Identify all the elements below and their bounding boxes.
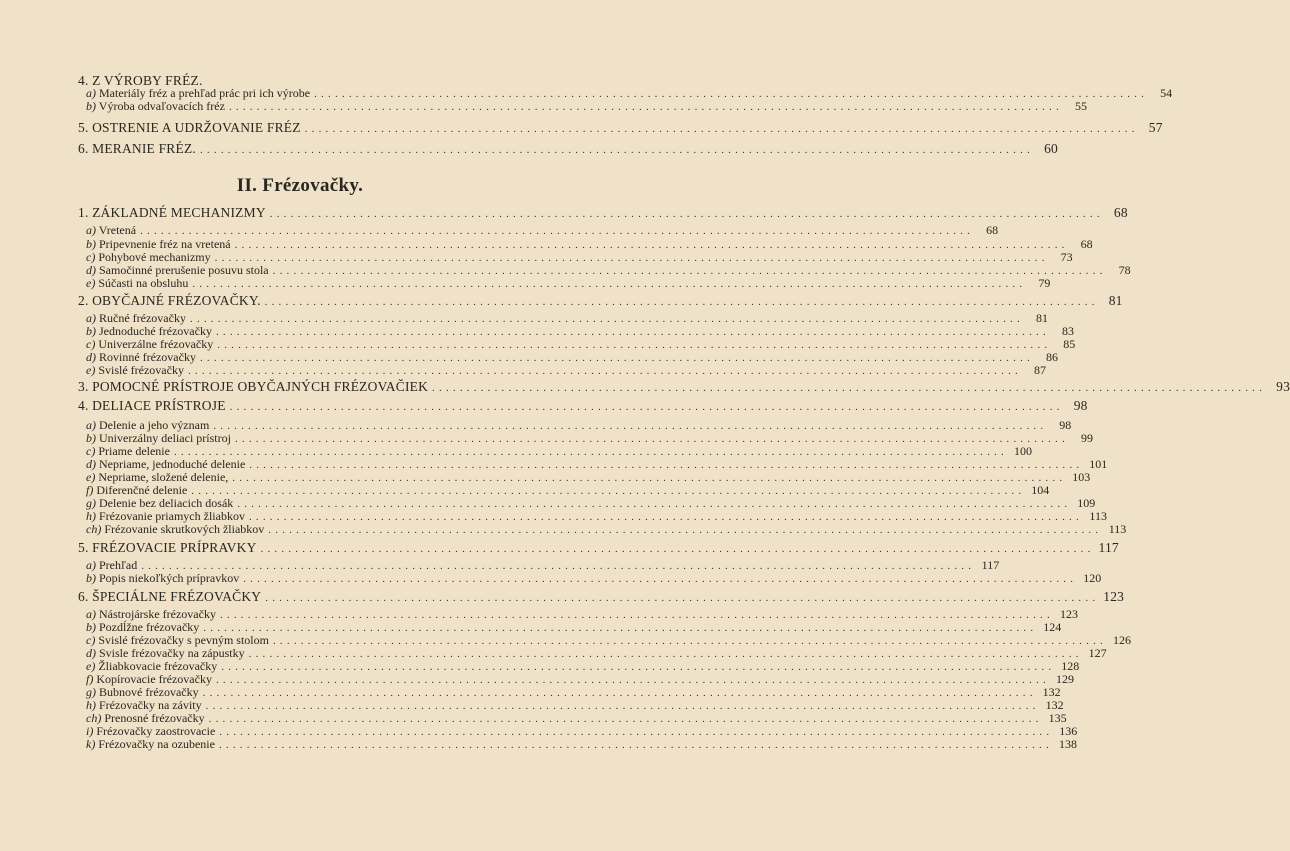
toc-entry-number: a) [86,311,96,325]
toc-entry-number: f) [86,672,94,686]
toc-subsection-entry [86,496,1096,510]
toc-entry-number: 6. [78,589,89,604]
toc-section-entry [78,589,1125,604]
toc-entry-label [86,431,231,445]
toc-subsection-entry [86,237,1093,251]
dot-leader: ........................................................................................................................ [141,560,976,572]
toc-page-number: 132 [1045,698,1064,712]
toc-entry-title: Z VÝROBY FRÉZ. [92,73,203,88]
toc-entry-number: ch) [86,522,102,536]
toc-entry-number: b) [86,620,96,634]
toc-page-number: 113 [1089,509,1107,523]
toc-entry-number: 5. [78,540,89,555]
toc-subsection-entry [86,659,1080,673]
toc-subsection-entry [86,86,1173,100]
dot-leader: ........................................................................................................................ [214,252,1049,264]
toc-section-entry [78,379,1290,394]
toc-subsection-entry [86,223,999,237]
dot-leader: ........................................................................................................................ [202,687,1037,699]
toc-subsection-entry [86,418,1072,432]
toc-entry-number: 4. [78,398,89,413]
toc-entry-number: c) [86,633,96,647]
toc-entry-label [86,607,216,621]
toc-entry-label [86,457,245,471]
toc-entry-number: 6. [78,141,89,156]
toc-section-entry [78,205,1128,220]
toc-entry-label [86,363,184,377]
toc-subsection-entry [86,698,1064,712]
dot-leader: ........................................................................................................................ [260,543,1095,555]
toc-subsection-entry [86,571,1102,585]
toc-subsection-entry [86,522,1127,536]
toc-entry-title: Frézovanie skrutkových žliabkov [104,522,265,536]
toc-page-number: 132 [1042,685,1061,699]
toc-page-number: 123 [1103,589,1125,604]
toc-entry-label [86,250,211,264]
dot-leader: ........................................................................................................................ [219,726,1054,738]
toc-entry-label [78,142,196,156]
toc-section-entry [78,293,1123,308]
toc-entry-title: Rovinné frézovačky [99,350,196,364]
toc-page-number: 99 [1080,431,1093,445]
toc-entry-label [86,620,199,634]
toc-entry-number: e) [86,276,96,290]
toc-entry-label [78,121,301,135]
toc-entry-title: Výroba odvaľovacích fréz [98,99,225,113]
toc-section-entry [78,120,1163,135]
toc-page-number: 68 [1080,237,1093,251]
toc-section-entry [78,540,1119,555]
dot-leader: ........................................................................................................................ [215,674,1050,686]
toc-entry-label [86,509,245,523]
dot-leader: ........................................................................................................................ [432,382,1267,394]
toc-page-number: 101 [1089,457,1108,471]
toc-entry-title: Žliabkovacie frézovačky [98,659,218,673]
toc-subsection-entry [86,263,1131,277]
toc-entry-label [86,633,269,647]
toc-entry-number: 1. [78,205,89,220]
toc-entry-title: Prehľad [99,558,138,572]
dot-leader: ........................................................................................................................ [140,225,975,237]
toc-entry-number: e) [86,363,96,377]
dot-leader: ........................................................................................................................ [269,208,1104,220]
toc-entry-number: b) [86,324,96,338]
toc-subsection-entry [86,607,1078,621]
toc-subsection-entry [86,457,1108,471]
toc-page-number: 117 [1098,540,1119,555]
toc-entry-label [86,737,215,751]
toc-entry-label [86,698,202,712]
dot-leader: ........................................................................................................................ [314,88,1149,100]
toc-page-number: 104 [1031,483,1050,497]
toc-entry-label [78,590,261,604]
toc-entry-number: 3. [78,379,89,394]
toc-entry-label [86,444,170,458]
toc-entry-title: Súčasti na obsluhu [98,276,189,290]
toc-entry-label [86,470,228,484]
toc-entry-number: e) [86,659,96,673]
toc-entry-label [86,711,205,725]
toc-entry-title: Bubnové frézovačky [99,685,199,699]
toc-page-number: 54 [1160,86,1173,100]
toc-page-number: 120 [1083,571,1102,585]
toc-subsection-entry [86,250,1073,264]
dot-leader: ........................................................................................................................ [229,401,1064,413]
toc-entry-title: ŠPECIÁLNE FRÉZOVAČKY [92,589,262,604]
toc-page-number: 123 [1059,607,1078,621]
toc-entry-number: i) [86,724,94,738]
toc-page-number: 138 [1058,737,1077,751]
toc-entry-number: 5. [78,120,89,135]
toc-entry-title: ZÁKLADNÉ MECHANIZMY [92,205,266,220]
dot-leader: ........................................................................................................................ [249,459,1084,471]
dot-leader: ........................................................................................................................ [203,622,1038,634]
dot-leader: ........................................................................................................................ [217,339,1052,351]
toc-page-number: 129 [1055,672,1074,686]
toc-entry-title: Frézovanie priamych žliabkov [99,509,245,523]
toc-entry-label [86,237,231,251]
toc-page-number: 68 [1113,205,1128,220]
toc-entry-number: b) [86,237,96,251]
toc-entry-number: d) [86,646,96,660]
toc-entry-number: h) [86,509,96,523]
toc-entry-label [86,522,264,536]
toc-subsection-entry [86,470,1091,484]
dot-leader: ........................................................................................................................ [219,609,1054,621]
dot-leader: ........................................................................................................................ [264,296,1099,308]
dot-leader: ........................................................................................................................ [199,144,1034,156]
toc-entry-number: c) [86,250,96,264]
toc-page-number: 136 [1059,724,1078,738]
toc-entry-label [86,86,310,100]
toc-entry-title: Delenie bez deliacich dosák [99,496,234,510]
toc-entry-label [86,571,239,585]
dot-leader: ........................................................................................................................ [187,365,1022,377]
toc-entry-title: Diferenčné delenie [96,483,188,497]
dot-leader: ........................................................................................................................ [265,592,1100,604]
toc-page-number: 79 [1038,276,1051,290]
toc-subsection-entry [86,337,1076,351]
toc-entry-title: Svislé frézovačky s pevným stolom [98,633,269,647]
dot-leader: ........................................................................................................................ [272,265,1107,277]
toc-entry-title: Jednoduché frézovačky [99,324,212,338]
toc-entry-number: b) [86,99,96,113]
toc-subsection-entry [86,672,1074,686]
toc-page-number: 85 [1063,337,1076,351]
toc-entry-title: DELIACE PRÍSTROJE [92,398,226,413]
toc-entry-label [86,263,269,277]
dot-leader: ........................................................................................................................ [173,446,1008,458]
toc-page-number: 68 [986,223,999,237]
toc-entry-title: Svisle frézovačky na zápustky [99,646,245,660]
toc-subsection-entry [86,509,1107,523]
toc-page-number: 81 [1108,293,1123,308]
toc-entry-title: Frézovačky zaostrovacie [96,724,216,738]
toc-subsection-entry [86,558,1000,572]
toc-entry-title: Nepriame, složené delenie, [98,470,229,484]
dot-leader: ........................................................................................................................ [199,352,1034,364]
toc-subsection-entry [86,711,1067,725]
toc-entry-number: h) [86,698,96,712]
toc-entry-label [86,724,215,738]
toc-entry-label [86,483,187,497]
toc-subsection-entry [86,276,1051,290]
dot-leader: ........................................................................................................................ [232,472,1067,484]
toc-entry-label [86,276,188,290]
toc-subsection-entry [86,646,1107,660]
toc-entry-number: d) [86,350,96,364]
toc-entry-label [86,337,213,351]
toc-section-entry [78,398,1088,413]
toc-entry-title: POMOCNÉ PRÍSTROJE OBYČAJNÝCH FRÉZOVAČIEK [92,379,429,394]
toc-entry-title: Svislé frézovačky [98,363,184,377]
toc-entry-label [78,380,428,394]
toc-page-number: 126 [1112,633,1131,647]
toc-entry-number: a) [86,558,96,572]
toc-entry-number: e) [86,470,96,484]
toc-entry-number: a) [86,607,96,621]
toc-subsection-entry [86,737,1077,751]
toc-entry-label [86,659,217,673]
toc-entry-number: 2. [78,293,89,308]
toc-subsection-entry [86,350,1058,364]
toc-page-number: 57 [1148,120,1163,135]
toc-entry-label [86,672,212,686]
dot-leader: ........................................................................................................................ [248,648,1083,660]
toc-entry-title: Priame delenie [98,444,170,458]
toc-entry-label [78,541,257,555]
toc-entry-label [86,350,196,364]
toc-entry-label [86,558,137,572]
toc-entry-title: Delenie a jeho význam [99,418,210,432]
toc-page-number: 98 [1059,418,1072,432]
toc-page-number: 124 [1043,620,1062,634]
dot-leader: ........................................................................................................................ [272,635,1107,647]
toc-subsection-entry [86,633,1131,647]
toc-subsection-entry [86,99,1087,113]
toc-entry-title: Pozdĺžne frézovačky [99,620,200,634]
toc-entry-title: Prenosné frézovačky [104,711,205,725]
toc-page-number: 113 [1108,522,1127,536]
toc-subsection-entry [86,311,1048,325]
toc-subsection-entry [86,363,1046,377]
toc-entry-title: MERANIE FRÉZ. [92,141,196,156]
dot-leader: ........................................................................................................................ [237,498,1072,510]
dot-leader: ........................................................................................................................ [191,485,1026,497]
toc-subsection-entry [86,444,1032,458]
toc-entry-title: Frézovačky na závity [99,698,202,712]
toc-entry-number: c) [86,444,96,458]
toc-entry-number: d) [86,457,96,471]
dot-leader: ........................................................................................................................ [208,713,1043,725]
toc-entry-number: g) [86,685,96,699]
toc-entry-number: a) [86,86,96,100]
toc-entry-title: Kopírovacie frézovačky [96,672,212,686]
toc-entry-title: Nepriame, jednoduché delenie [99,457,246,471]
toc-subsection-entry [86,483,1050,497]
toc-entry-label [86,496,233,510]
toc-section-entry [78,141,1058,156]
dot-leader: ........................................................................................................................ [213,420,1048,432]
toc-entry-title: OBYČAJNÉ FRÉZOVAČKY. [92,293,261,308]
dot-leader: ........................................................................................................................ [192,278,1027,290]
toc-entry-number: a) [86,223,96,237]
toc-entry-number: c) [86,337,96,351]
toc-page-number: 117 [981,558,1000,572]
toc-page-number: 103 [1072,470,1091,484]
dot-leader: ........................................................................................................................ [304,123,1139,135]
dot-leader: ........................................................................................................................ [268,524,1103,536]
toc-entry-label [86,685,199,699]
toc-page-number: 81 [1035,311,1048,325]
toc-entry-title: Materiály fréz a prehľad prác pri ich výrobe [99,86,311,100]
dot-leader: ........................................................................................................................ [243,573,1078,585]
toc-subsection-entry [86,431,1093,445]
toc-page-number: 127 [1088,646,1107,660]
toc-subsection-entry [86,685,1061,699]
toc-subsection-entry [86,724,1078,738]
toc-entry-title: Nástrojárske frézovačky [99,607,216,621]
toc-entry-title: Frézovačky na ozubenie [98,737,215,751]
toc-page-number: 73 [1060,250,1073,264]
toc-entry-title: Popis niekoľkých prípravkov [99,571,240,585]
toc-page-number: 83 [1061,324,1074,338]
toc-entry-title: FRÉZOVACIE PRÍPRAVKY [92,540,257,555]
toc-entry-title: Pohybové mechanizmy [98,250,211,264]
toc-entry-number: f) [86,483,94,497]
toc-entry-label [78,206,266,220]
toc-entry-number: b) [86,431,96,445]
toc-entry-title: Samočinné prerušenie posuvu stola [99,263,269,277]
toc-entry-number: 4. [78,73,89,88]
dot-leader: ........................................................................................................................ [205,700,1040,712]
dot-leader: ........................................................................................................................ [218,739,1053,751]
toc-page-number: 98 [1073,398,1088,413]
toc-page-number: 109 [1077,496,1096,510]
toc-page-number: 135 [1048,711,1067,725]
toc-page-number: 100 [1013,444,1032,458]
toc-entry-label [78,399,226,413]
toc-page-number: 86 [1045,350,1058,364]
toc-page-number: 128 [1061,659,1080,673]
dot-leader: ........................................................................................................................ [234,433,1069,445]
toc-subsection-entry [86,620,1062,634]
toc-entry-label [86,311,186,325]
toc-entry-title: Vretená [98,223,137,237]
toc-entry-number: ch) [86,711,102,725]
dot-leader: ........................................................................................................................ [248,511,1083,523]
toc-entry-label [86,418,209,432]
toc-entry-title: OSTRENIE A UDRŽOVANIE FRÉZ [92,120,301,135]
toc-entry-number: b) [86,571,96,585]
toc-page-number: 60 [1044,141,1058,156]
dot-leader: ........................................................................................................................ [221,661,1056,673]
toc-entry-number: a) [86,418,96,432]
toc-entry-title: Univerzálny deliaci prístroj [99,431,231,445]
toc-entry-label [78,294,261,308]
toc-entry-title: Pripevnenie fréz na vretená [99,237,231,251]
toc-entry-number: k) [86,737,96,751]
toc-entry-label [86,223,136,237]
toc-subsection-entry [86,324,1074,338]
toc-entry-title: Univerzálne frézovačky [98,337,214,351]
toc-entry-label [86,324,212,338]
toc-entry-number: d) [86,263,96,277]
toc-entry-label [86,646,245,660]
toc-page-number: 93 [1276,379,1290,394]
dot-leader: ........................................................................................................................ [189,313,1024,325]
toc-page-number: 87 [1033,363,1046,377]
toc-page-number: 78 [1118,263,1131,277]
dot-leader: ........................................................................................................................ [234,239,1069,251]
toc-entry-title: Ručné frézovačky [99,311,186,325]
dot-leader: ........................................................................................................................ [228,101,1063,113]
section-heading: II. Frézovačky. [236,175,364,196]
toc-entry-number: g) [86,496,96,510]
toc-entry-label [86,99,225,113]
dot-leader: ........................................................................................................................ [215,326,1050,338]
toc-page-number: 55 [1074,99,1087,113]
